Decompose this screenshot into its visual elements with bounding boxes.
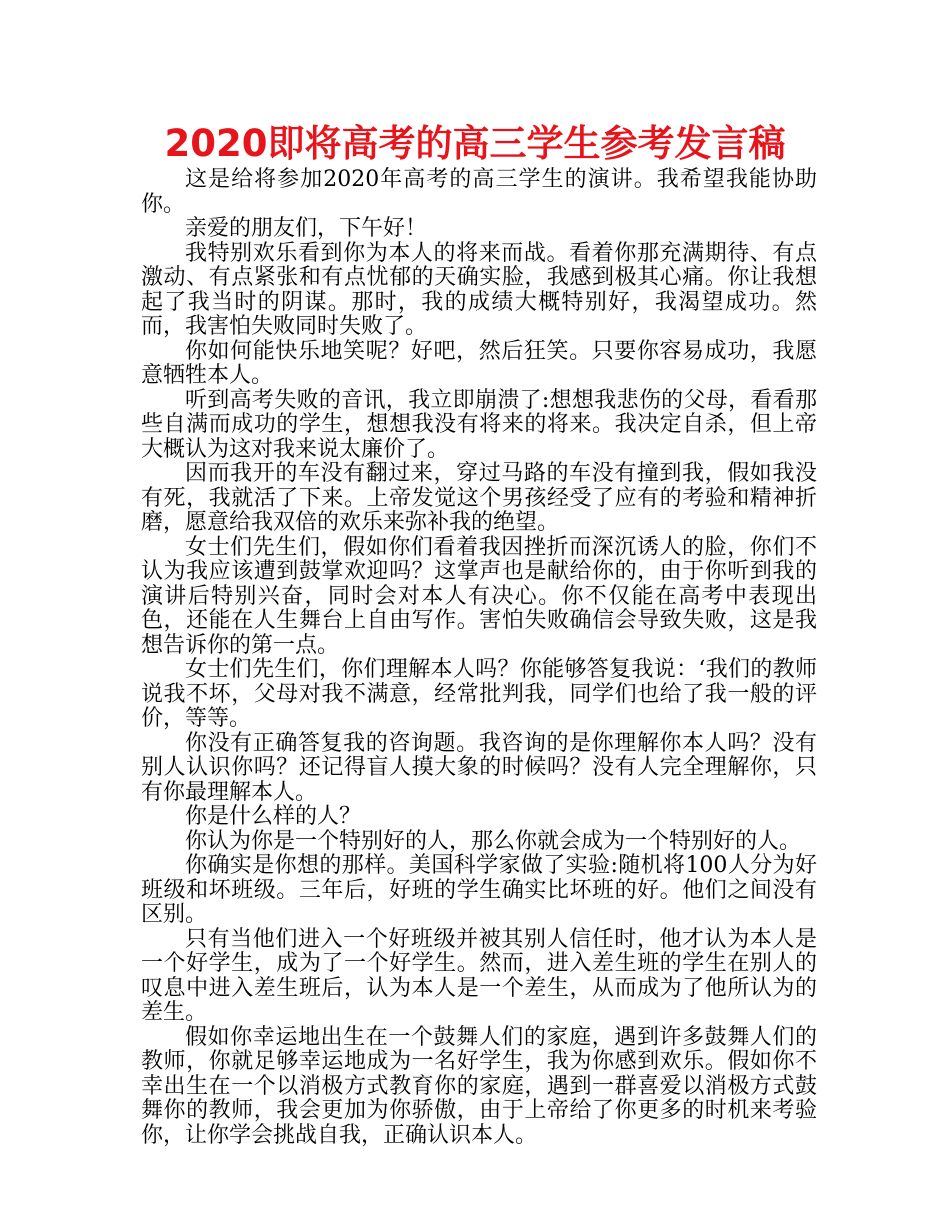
paragraph: 你确实是你想的那样。美国科学家做了实验:随机将100人分为好班级和坏班级。三年后，好班的学生确实比坏班的好。他们之间没有区别。	[141, 853, 817, 927]
document-title: 2020即将高考的高三学生参考发言稿	[164, 122, 786, 165]
paragraph: 女士们先生们，你们理解本人吗？你能够答复我说：‘我们的教师说我不坏，父母对我不满意，经常批判我，同学们也给了我一般的评价，等等。	[141, 657, 817, 731]
paragraph: 你是什么样的人？	[185, 804, 362, 829]
paragraph: 因而我开的车没有翻过来，穿过马路的车没有撞到我，假如我没有死，我就活了下来。上帝发觉这个男孩经受了应有的考验和精神折磨，愿意给我双倍的欢乐来弥补我的绝望。	[141, 461, 817, 535]
paragraph: 你如何能快乐地笑呢？好吧，然后狂笑。只要你容易成功，我愿意牺牲本人。	[141, 338, 817, 388]
paragraph: 听到高考失败的音讯，我立即崩溃了:想想我悲伤的父母，看看那些自满而成功的学生，想想我没有将来的将来。我决定自杀，但上帝大概认为这对我来说太廉价了。	[141, 387, 817, 462]
paragraph: 这是给将参加2020年高考的高三学生的演讲。我希望我能协助你。	[141, 167, 817, 217]
paragraph: 只有当他们进入一个好班级并被其别人信任时，他才认为本人是一个好学生，成为了一个好学生。然而，进入差生班的学生在别人的叹息中进入差生班后，认为本人是一个差生，从而成为了他所认为的差生。	[141, 926, 817, 1025]
paragraph: 你认为你是一个特别好的人，那么你就会成为一个特别好的人。	[185, 828, 802, 854]
paragraph: 你没有正确答复我的咨询题。我咨询的是你理解你本人吗？没有别人认识你吗？还记得盲人摸大象的时候吗？没有人完全理解你，只有你最理解本人。	[141, 730, 817, 805]
paragraph: 我特别欢乐看到你为本人的将来而战。看着你那充满期待、有点激动、有点紧张和有点忧郁的天确实脸，我感到极其心痛。你让我想起了我当时的阴谋。那时，我的成绩大概特别好，我渴望成功。然而，我害怕失败同时失败了。	[141, 240, 817, 339]
document-body	[141, 168, 817, 1148]
paragraph: 假如你幸运地出生在一个鼓舞人们的家庭，遇到许多鼓舞人们的教师，你就足够幸运地成为一名好学生，我为你感到欢乐。假如你不幸出生在一个以消极方式教育你的家庭，遇到一群喜爱以消极方式鼓舞你的教师，我会更加为你骄傲，由于上帝给了你更多的时机来考验你，让你学会挑战自我，正确认识本人。	[141, 1024, 817, 1148]
paragraph: 女士们先生们，假如你们看着我因挫折而深沉诱人的脸，你们不认为我应该遭到鼓掌欢迎吗？这掌声也是献给你的，由于你听到我的演讲后特别兴奋，同时会对本人有决心。你不仅能在高考中表现出色，还能在人生舞台上自由写作。害怕失败确信会导致失败，这是我想告诉你的第一点。	[141, 534, 817, 658]
paragraph: 亲爱的朋友们，下午好！	[185, 216, 428, 241]
